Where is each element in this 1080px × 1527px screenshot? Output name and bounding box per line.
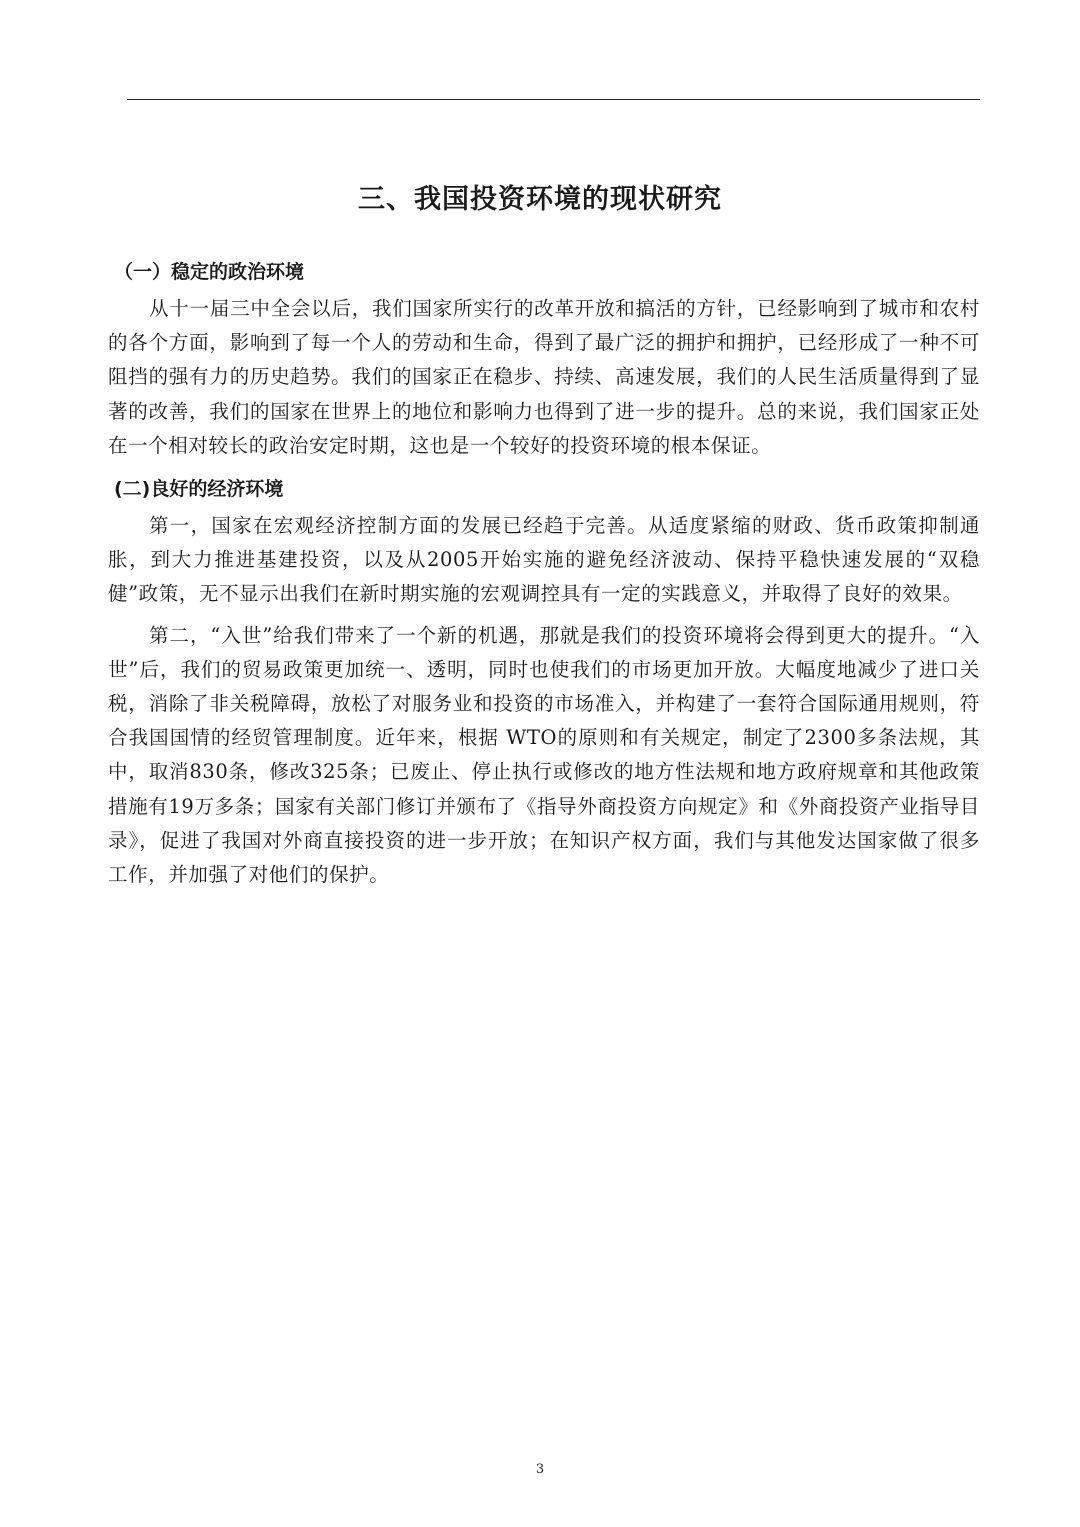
document-body — [108, 252, 980, 892]
section-heading-economic: (二)良好的经济环境 — [114, 478, 284, 501]
section-heading-political: （一）稳定的政治环境 — [114, 261, 305, 283]
paragraph-political-1: 从十一届三中全会以后，我们国家所实行的改革开放和搞活的方针，已经影响到了城市和农村的各个方面，影响到了每一个人的劳动和生命，得到了最广泛的拥护和拥护，已经形成了一种不可阻挡的强有力的历史趋势。我们的国家正在稳步、持续、高速发展，我们的人民生活质量得到了显著的改善，我们的国家在世界上的地位和影响力也得到了进一步的提升。总的来说，我们国家正处在一个相对较长的政治安定时期，这也是一个较好的投资环境的根本保证。 — [108, 297, 980, 457]
paragraph-economic-2: 第二，“入世”给我们带来了一个新的机遇，那就是我们的投资环境将会得到更大的提升。“入世”后，我们的贸易政策更加统一、透明，同时也使我们的市场更加开放。大幅度地减少了进口关税，消除了非关税障碍，放松了对服务业和投资的市场准入，并构建了一套符合国际通用规则，符合我国国情的经贸管理制度。近年来，根据 WTO的原则和有关规定，制定了2300多条法规，其中，取消830条，修改325条；已废止、停止执行或修改的地方性法规和地方政府规章和其他政策措施有19万多条；国家有关部门修订并颁布了《指导外商投资方向规定》和《外商投资产业指导目录》，促进了我国对外商直接投资的进一步开放；在知识产权方面，我们与其他发达国家做了很多工作，并加强了对他们的保护。 — [108, 623, 980, 887]
page-number: 3 — [535, 1462, 545, 1477]
paragraph-economic-1: 第一，国家在宏观经济控制方面的发展已经趋于完善。从适度紧缩的财政、货币政策抑制通胀，到大力推进基建投资，以及从2005开始实施的避免经济波动、保持平稳快速发展的“双稳健”政策，无不显示出我们在新时期实施的宏观调控具有一定的实践意义，并取得了良好的效果。 — [108, 514, 980, 606]
header-rule — [127, 99, 980, 100]
chapter-title: 三、我国投资环境的现状研究 — [358, 184, 722, 215]
